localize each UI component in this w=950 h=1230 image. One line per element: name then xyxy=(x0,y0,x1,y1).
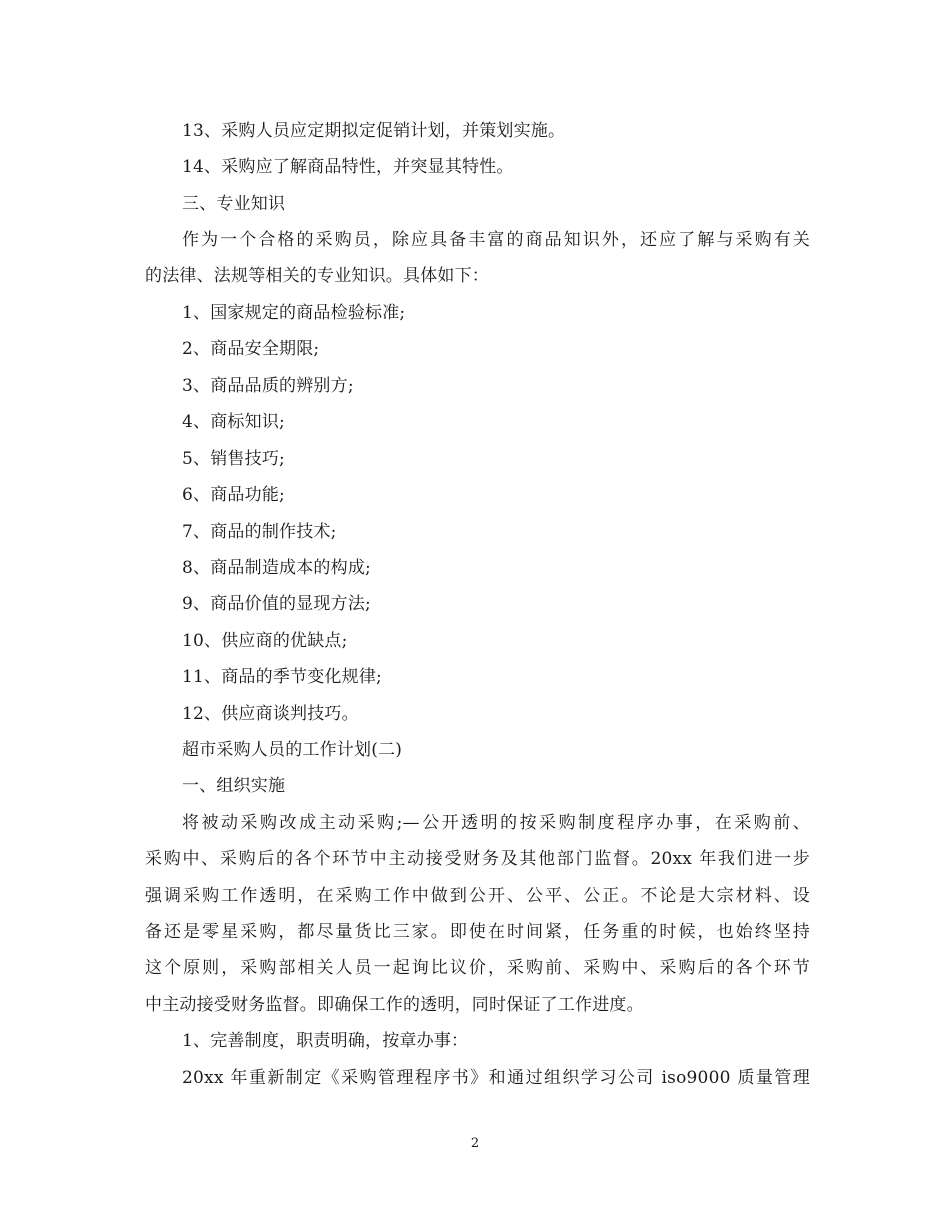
list-item: 5、销售技巧; xyxy=(182,449,285,469)
list-item: 3、商品品质的辨别方; xyxy=(182,376,354,396)
text-line: 强调采购工作透明，在采购工作中做到公开、公平、公正。不论是大宗材料、设 xyxy=(145,886,810,906)
text-line: 中主动接受财务监督。即确保工作的透明，同时保证了工作进度。 xyxy=(145,995,644,1015)
section-heading: 一、组织实施 xyxy=(182,776,286,796)
list-item: 1、国家规定的商品检验标准; xyxy=(182,303,406,323)
list-item: 1、完善制度，职责明确，按章办事： xyxy=(182,1031,469,1051)
list-item: 11、商品的季节变化规律; xyxy=(182,667,382,687)
list-item: 8、商品制造成本的构成; xyxy=(182,558,371,578)
text-line: 13、采购人员应定期拟定促销计划，并策划实施。 xyxy=(182,121,566,141)
text-line: 采购中、采购后的各个环节中主动接受财务及其他部门监督。20xx 年我们进一步 xyxy=(145,849,810,869)
text-line: 20xx 年重新制定《采购管理程序书》和通过组织学习公司 iso9000 质量管理 xyxy=(182,1068,810,1088)
text-line: 作为一个合格的采购员，除应具备丰富的商品知识外，还应了解与采购有关 xyxy=(182,230,810,250)
list-item: 12、供应商谈判技巧。 xyxy=(182,704,359,724)
page-number: 2 xyxy=(470,1136,480,1151)
section-title: 超市采购人员的工作计划(二) xyxy=(182,740,403,760)
list-item: 10、供应商的优缺点; xyxy=(182,631,348,651)
text-line: 将被动采购改成主动采购;—公开透明的按采购制度程序办事，在采购前、 xyxy=(182,813,810,833)
section-heading: 三、专业知识 xyxy=(182,194,286,214)
list-item: 7、商品的制作技术; xyxy=(182,522,337,542)
list-item: 4、商标知识; xyxy=(182,412,285,432)
list-item: 6、商品功能; xyxy=(182,485,285,505)
list-item: 2、商品安全期限; xyxy=(182,339,320,359)
text-line: 备还是零星采购，都尽量货比三家。即使在时间紧，任务重的时候，也始终坚持 xyxy=(145,922,810,942)
text-line: 14、采购应了解商品特性，并突显其特性。 xyxy=(182,157,514,177)
text-line: 的法律、法规等相关的专业知识。具体如下： xyxy=(145,266,489,286)
list-item: 9、商品价值的显现方法; xyxy=(182,594,371,614)
text-line: 这个原则，采购部相关人员一起询比议价，采购前、采购中、采购后的各个环节 xyxy=(145,958,810,978)
